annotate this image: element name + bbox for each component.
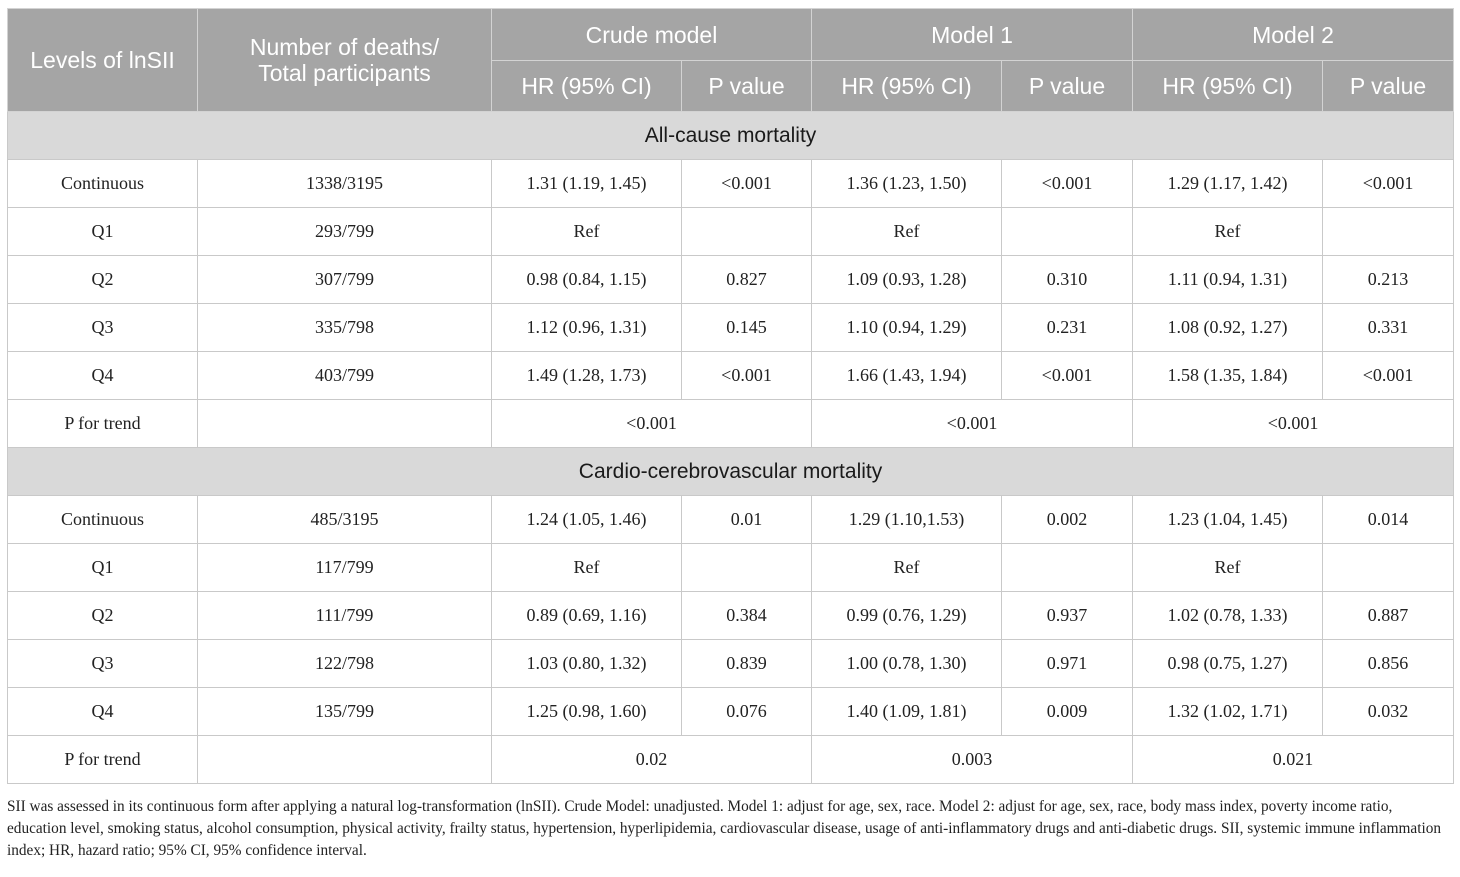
cell-m2-p: 0.014 bbox=[1323, 496, 1454, 544]
cell-crude-p: 0.01 bbox=[682, 496, 812, 544]
table-row bbox=[8, 496, 1454, 544]
table-body bbox=[8, 112, 1454, 784]
header-deaths-line1: Number of deaths/ bbox=[249, 34, 440, 60]
cell-crude-hr: 1.25 (0.98, 1.60) bbox=[492, 688, 682, 736]
cell-m2-p bbox=[1323, 544, 1454, 592]
cell-level: Q2 bbox=[8, 592, 198, 640]
section-title-all-cause: All-cause mortality bbox=[8, 112, 1454, 160]
table-footnote: SII was assessed in its continuous form after applying a natural log-transformation (lnSII). Crude Model: unadjusted. Model 1: adjust for age, sex, race. Model 2: adjust for age, sex, race, body mass index, poverty income ratio, education level, smoking status, alcohol consumption, physical activity, frailty status, hypertension, hyperlipidemia, cardiovascular disease, usage of anti-inflammatory drugs and anti-diabetic drugs. SII, systemic immune inflammation index; HR, hazard ratio; 95% CI, 95% confidence interval. bbox=[7, 798, 1442, 859]
cell-level: Q1 bbox=[8, 208, 198, 256]
cell-trend-m2: <0.001 bbox=[1133, 400, 1454, 448]
cell-trend-crude: <0.001 bbox=[492, 400, 812, 448]
table-row bbox=[8, 160, 1454, 208]
cell-crude-p: 0.076 bbox=[682, 688, 812, 736]
cell-m2-p: 0.887 bbox=[1323, 592, 1454, 640]
cell-m1-p: <0.001 bbox=[1002, 352, 1133, 400]
cell-crude-hr: 1.24 (1.05, 1.46) bbox=[492, 496, 682, 544]
hazard-ratio-table bbox=[7, 8, 1454, 784]
cell-level: Continuous bbox=[8, 160, 198, 208]
cell-trend-m2: 0.021 bbox=[1133, 736, 1454, 784]
cell-crude-p: 0.827 bbox=[682, 256, 812, 304]
cell-level: Q3 bbox=[8, 304, 198, 352]
cell-m1-p: 0.971 bbox=[1002, 640, 1133, 688]
cell-m1-p: 0.231 bbox=[1002, 304, 1133, 352]
cell-deaths: 1338/3195 bbox=[198, 160, 492, 208]
cell-level: Q4 bbox=[8, 688, 198, 736]
table-row bbox=[8, 640, 1454, 688]
cell-crude-hr: Ref bbox=[492, 208, 682, 256]
cell-deaths: 117/799 bbox=[198, 544, 492, 592]
cell-m1-p bbox=[1002, 208, 1133, 256]
cell-trend-crude: 0.02 bbox=[492, 736, 812, 784]
cell-m2-p bbox=[1323, 208, 1454, 256]
cell-m2-hr: Ref bbox=[1133, 544, 1323, 592]
cell-m1-hr: 1.10 (0.94, 1.29) bbox=[812, 304, 1002, 352]
header-crude-model: Crude model bbox=[492, 9, 812, 61]
cell-level: Q3 bbox=[8, 640, 198, 688]
cell-m1-hr: 1.66 (1.43, 1.94) bbox=[812, 352, 1002, 400]
cell-deaths: 293/799 bbox=[198, 208, 492, 256]
cell-m1-p: 0.937 bbox=[1002, 592, 1133, 640]
cell-crude-hr: 1.49 (1.28, 1.73) bbox=[492, 352, 682, 400]
cell-crude-hr: Ref bbox=[492, 544, 682, 592]
cell-deaths: 307/799 bbox=[198, 256, 492, 304]
header-crude-hr: HR (95% CI) bbox=[492, 61, 682, 112]
cell-m2-hr: 1.29 (1.17, 1.42) bbox=[1133, 160, 1323, 208]
cell-m1-hr: Ref bbox=[812, 544, 1002, 592]
header-m2-p: P value bbox=[1323, 61, 1454, 112]
cell-trend-label: P for trend bbox=[8, 400, 198, 448]
cell-crude-hr: 1.03 (0.80, 1.32) bbox=[492, 640, 682, 688]
cell-m1-hr: 1.36 (1.23, 1.50) bbox=[812, 160, 1002, 208]
table-row bbox=[8, 304, 1454, 352]
cell-m2-p: 0.213 bbox=[1323, 256, 1454, 304]
header-levels: Levels of lnSII bbox=[8, 9, 198, 112]
cell-m1-hr: 0.99 (0.76, 1.29) bbox=[812, 592, 1002, 640]
cell-m1-hr: Ref bbox=[812, 208, 1002, 256]
cell-m2-hr: 1.23 (1.04, 1.45) bbox=[1133, 496, 1323, 544]
header-deaths-line2: Total participants bbox=[258, 60, 431, 86]
cell-crude-p: <0.001 bbox=[682, 160, 812, 208]
cell-level: Continuous bbox=[8, 496, 198, 544]
cell-m2-hr: 1.32 (1.02, 1.71) bbox=[1133, 688, 1323, 736]
cell-crude-hr: 0.89 (0.69, 1.16) bbox=[492, 592, 682, 640]
cell-crude-p: 0.145 bbox=[682, 304, 812, 352]
header-crude-p: P value bbox=[682, 61, 812, 112]
cell-trend-empty bbox=[198, 736, 492, 784]
cell-m2-hr: 0.98 (0.75, 1.27) bbox=[1133, 640, 1323, 688]
header-deaths bbox=[198, 9, 492, 112]
table-row bbox=[8, 688, 1454, 736]
table-row bbox=[8, 208, 1454, 256]
cell-deaths: 335/798 bbox=[198, 304, 492, 352]
cell-m1-hr: 1.00 (0.78, 1.30) bbox=[812, 640, 1002, 688]
cell-crude-hr: 1.31 (1.19, 1.45) bbox=[492, 160, 682, 208]
cell-trend-label: P for trend bbox=[8, 736, 198, 784]
cell-crude-p: 0.384 bbox=[682, 592, 812, 640]
results-table-container bbox=[7, 8, 1453, 784]
cell-m1-hr: 1.09 (0.93, 1.28) bbox=[812, 256, 1002, 304]
cell-crude-p: 0.839 bbox=[682, 640, 812, 688]
header-m2-hr: HR (95% CI) bbox=[1133, 61, 1323, 112]
cell-level: Q4 bbox=[8, 352, 198, 400]
cell-crude-p: <0.001 bbox=[682, 352, 812, 400]
table-row bbox=[8, 544, 1454, 592]
cell-deaths: 111/799 bbox=[198, 592, 492, 640]
cell-m2-hr: Ref bbox=[1133, 208, 1323, 256]
cell-crude-p bbox=[682, 208, 812, 256]
cell-m2-p: 0.856 bbox=[1323, 640, 1454, 688]
cell-trend-m1: 0.003 bbox=[812, 736, 1133, 784]
cell-m2-p: <0.001 bbox=[1323, 352, 1454, 400]
trend-row bbox=[8, 400, 1454, 448]
cell-m1-p: <0.001 bbox=[1002, 160, 1133, 208]
table-row bbox=[8, 352, 1454, 400]
trend-row bbox=[8, 736, 1454, 784]
cell-crude-hr: 0.98 (0.84, 1.15) bbox=[492, 256, 682, 304]
section-header-row bbox=[8, 112, 1454, 160]
cell-deaths: 122/798 bbox=[198, 640, 492, 688]
cell-m2-p: 0.331 bbox=[1323, 304, 1454, 352]
cell-deaths: 403/799 bbox=[198, 352, 492, 400]
cell-m2-hr: 1.58 (1.35, 1.84) bbox=[1133, 352, 1323, 400]
section-header-row bbox=[8, 448, 1454, 496]
cell-m2-hr: 1.11 (0.94, 1.31) bbox=[1133, 256, 1323, 304]
table-row bbox=[8, 592, 1454, 640]
cell-crude-hr: 1.12 (0.96, 1.31) bbox=[492, 304, 682, 352]
cell-m1-p: 0.009 bbox=[1002, 688, 1133, 736]
cell-deaths: 135/799 bbox=[198, 688, 492, 736]
header-m1-hr: HR (95% CI) bbox=[812, 61, 1002, 112]
cell-m2-p: <0.001 bbox=[1323, 160, 1454, 208]
cell-level: Q2 bbox=[8, 256, 198, 304]
cell-m1-hr: 1.29 (1.10,1.53) bbox=[812, 496, 1002, 544]
cell-m2-hr: 1.08 (0.92, 1.27) bbox=[1133, 304, 1323, 352]
cell-trend-m1: <0.001 bbox=[812, 400, 1133, 448]
cell-crude-p bbox=[682, 544, 812, 592]
cell-m2-hr: 1.02 (0.78, 1.33) bbox=[1133, 592, 1323, 640]
cell-level: Q1 bbox=[8, 544, 198, 592]
cell-m1-p bbox=[1002, 544, 1133, 592]
table-row bbox=[8, 256, 1454, 304]
header-model1: Model 1 bbox=[812, 9, 1133, 61]
section-title-cardio: Cardio-cerebrovascular mortality bbox=[8, 448, 1454, 496]
cell-m2-p: 0.032 bbox=[1323, 688, 1454, 736]
cell-m1-p: 0.002 bbox=[1002, 496, 1133, 544]
header-model2: Model 2 bbox=[1133, 9, 1454, 61]
header-m1-p: P value bbox=[1002, 61, 1133, 112]
cell-deaths: 485/3195 bbox=[198, 496, 492, 544]
cell-trend-empty bbox=[198, 400, 492, 448]
table-header bbox=[8, 9, 1454, 112]
cell-m1-p: 0.310 bbox=[1002, 256, 1133, 304]
cell-m1-hr: 1.40 (1.09, 1.81) bbox=[812, 688, 1002, 736]
